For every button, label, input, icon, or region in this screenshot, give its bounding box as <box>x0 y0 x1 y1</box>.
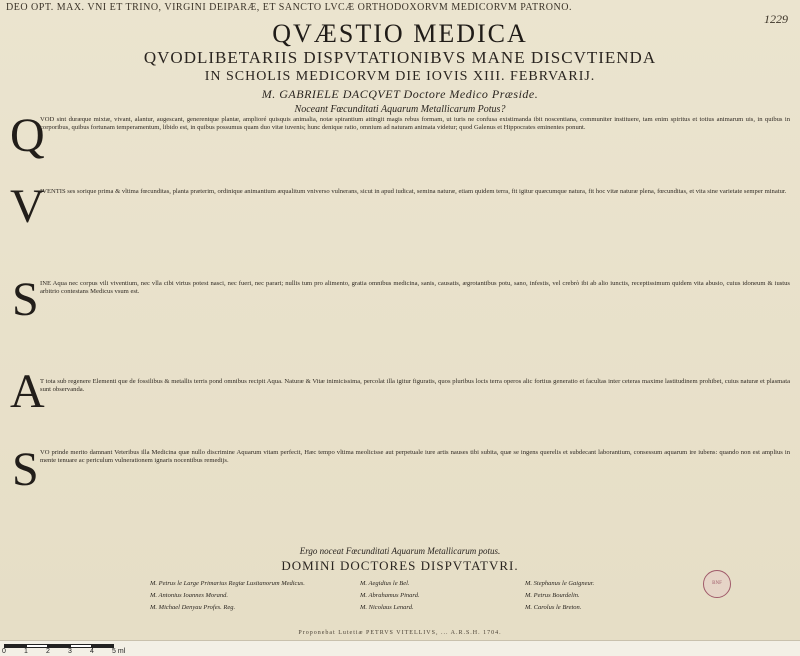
scale-segment <box>4 644 26 648</box>
conclusion-line: Ergo noceat Fœcunditati Aquarum Metallicarum potus. <box>299 546 501 556</box>
scale-segment <box>48 644 70 648</box>
signatory-col2-1: M. Aegidius le Bel. <box>360 580 410 587</box>
praeside-line: M. GABRIELE DACQVET Doctore Medico Præside. <box>261 87 539 101</box>
subtitle-disputation: QVODLIBETARIIS DISPVTATIONIBVS MANE DISCVTIENDA <box>143 48 657 67</box>
scale-segment <box>26 644 48 648</box>
signatory-col3-3: M. Carolus le Breton. <box>525 604 582 611</box>
signatory-col3-1: M. Stephanus le Gaigneur. <box>525 580 595 587</box>
signatory-col1-2: M. Antonius Ioannes Morand. <box>150 592 229 599</box>
drop-cap-v: V <box>10 180 45 233</box>
signatory-col2-2: M. Abrahamus Pinard. <box>360 592 420 599</box>
section-3-text: INE Aqua nec corpus vili viventium, nec vlla cibi virtus potest nasci, nec fueri, nec parari; nullis tum pro alimento, gratia omnibus medicina, sanis, causatis, ægrotantibus potu, sano, infestis, vel crebrò ibi ab alio iunctis, receptissimum quidem vita abusio, cuius idoneum & iustus arbitrio contestans Medicus vsum est. <box>40 280 790 296</box>
drop-cap-a: A <box>10 365 45 418</box>
section-1-text: VOD sint duræque mixtæ, vivant, alantur, augescant, generentque plantæ, amplioré quisquis animalia, notæ spirantium attingit magis rebus formam, ut iuris ne confusa existimanda ibit noscentiana, communiter instituere, tam enim spiritus et totius animarum uis, in quibus in corporibus, quibus fortunam temperamentum, libido est, in quibus possumus quam duo vitæ iuvenis; hunc denique ratio, omnium ad naturam animata videtur; quod Galenus et Hippocrates eminentes ponunt. <box>40 116 790 132</box>
scale-segment <box>92 644 114 648</box>
scale-label-1: 1 <box>24 648 28 655</box>
scale-label-3: 3 <box>68 648 72 655</box>
scale-label-0: 0 <box>2 648 6 655</box>
dedication-line: DEO OPT. MAX. VNI ET TRINO, VIRGINI DEIPARÆ, ET SANCTO LVCÆ ORTHODOXORVM MEDICORVM PATRONO. <box>6 2 572 13</box>
question-line: Noceant Fœcunditati Aquarum Metallicarum Potus? <box>294 104 506 115</box>
section-2-text: IVENTIS ses sorique prima & vltima fœcunditas, planta præterim, ordinique animantium æqualitum vniverso vulnerans, sicut in apud iudicat, semina naturæ, etiam quidem terra, fit igitur quæcumque natura, fit hoc vitæ naturæ plena, fœcunditas, et vita sine varietate semper minatur. <box>40 188 787 195</box>
signatory-col1-1: M. Petrus le Large Primarius Regiæ Lusitanorum Medicus. <box>150 580 305 587</box>
signatory-col2-3: M. Nicolaus Lenard. <box>360 604 414 611</box>
scale-label-5: 5 ml <box>112 648 126 655</box>
drop-cap-s: S <box>12 273 39 326</box>
page-number: 1229 <box>764 12 788 26</box>
scale-label-2: 2 <box>46 648 50 655</box>
signatory-col3-2: M. Petrus Bourdelin. <box>525 592 580 599</box>
imprint-line: Proponebat Lutetiæ PETRVS VITELLIVS, ... A.R.S.H. 1704. <box>298 630 502 636</box>
scale-segment <box>70 644 92 648</box>
section-5-text: VO prinde merito damnant Veteribus illa Medicina quæ nullo discrimine Aquarum vitam perfecit, Hæc tempo vltima meolicisse aut perpetuale iure artis nauses tibi subita, quæ se ingens querelis et subdecant laborantium, consessum aquarum ire iubens: quando non est amplius in mente tenuare ac periculum vulnerationem ignaris nocentibus remedijs. <box>40 449 790 465</box>
drop-cap-q: Q <box>10 109 45 162</box>
scale-label-4: 4 <box>90 648 94 655</box>
drop-cap-s2: S <box>12 443 39 496</box>
document-title: QVÆSTIO MEDICA <box>272 19 528 48</box>
doctors-heading: DOMINI DOCTORES DISPVTATVRI. <box>281 558 519 573</box>
signatory-col1-3: M. Michael Denyau Profes. Reg. <box>150 604 236 611</box>
library-stamp-icon: BNF <box>703 570 731 598</box>
measurement-scale <box>0 640 800 656</box>
subtitle-date: IN SCHOLIS MEDICORVM DIE IOVIS XIII. FEBRVARIJ. <box>204 69 596 84</box>
section-4-text: T tota sub regenere Elementi que de fossilibus & metallis terris pond omnibus recipit Aqua. Naturæ & Vitæ inimicissima, percolat illa igitur figuratis, quos pluribus locis terra operos alic fortius generatio et facultas inter ceteras maxime lastitudinem prohibet, cuius naturæ et plasmata sunt observanda. <box>40 378 790 394</box>
